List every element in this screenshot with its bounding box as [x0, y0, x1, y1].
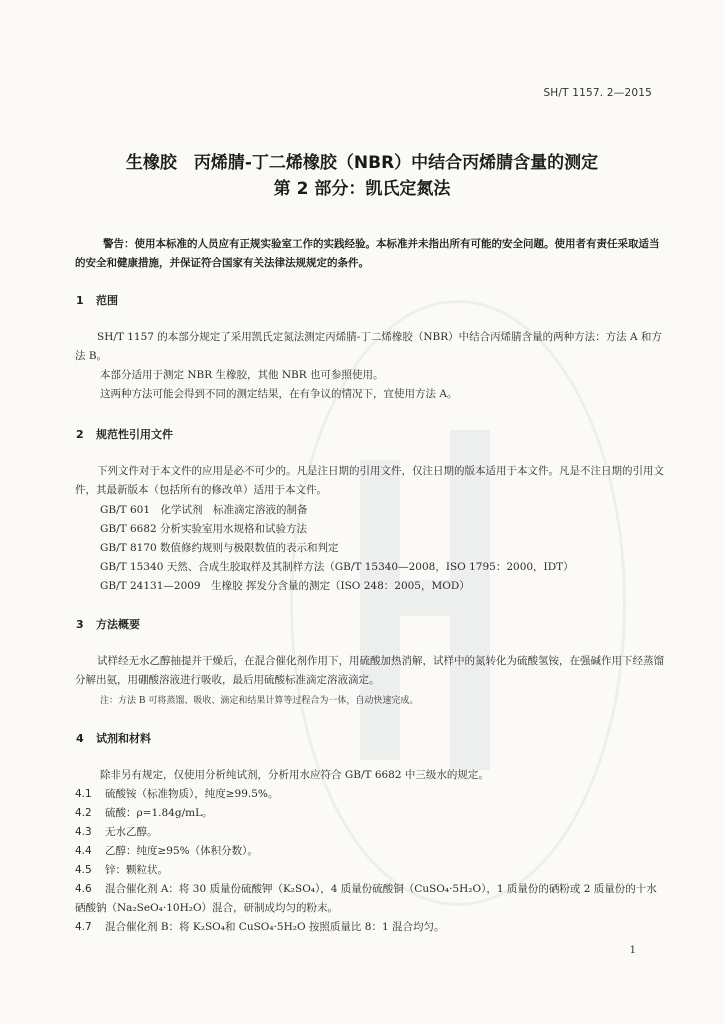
section-2-heading [76, 426, 173, 442]
section-title: 方法概要 [96, 618, 140, 631]
section-1-paragraph-2: 本部分适用于测定 NBR 生橡胶，其他 NBR 也可参照使用。 [100, 369, 384, 381]
page-number: 1 [629, 945, 636, 956]
item-number: 4.6 [75, 883, 92, 895]
item-number: 4.4 [75, 845, 92, 857]
reference-item: GB/T 8170 数值修约规则与极限数值的表示和判定 [100, 542, 339, 554]
section-title: 规范性引用文件 [96, 428, 173, 441]
item-text: 混合催化剂 B：将 K₂SO₄和 CuSO₄·5H₂O 按照质量比 8：1 混合均匀。 [105, 921, 445, 933]
reagent-item [75, 823, 665, 842]
section-title: 试剂和材料 [96, 732, 151, 745]
item-number: 4.2 [75, 807, 92, 819]
document-title [60, 150, 664, 202]
safety-warning: 警告：使用本标准的人员应有正规实验室工作的实践经验。本标准并未指出所有可能的安全问题。使用者有责任采取适当的安全和健康措施，并保证符合国家有关法律法规规定的条件。 [75, 238, 660, 269]
item-text: 无水乙醇。 [105, 826, 158, 838]
section-number: 2 [76, 428, 84, 441]
section-4-paragraph-1: 除非另有规定，仅使用分析纯试剂，分析用水应符合 GB/T 6682 中三级水的规定。 [100, 769, 489, 781]
item-number: 4.7 [75, 921, 92, 933]
item-text: 锌：颗粒状。 [105, 864, 168, 876]
section-1-heading [76, 292, 118, 308]
reagent-item [75, 861, 665, 880]
section-2-paragraph-1: 下列文件对于本文件的应用是必不可少的。凡是注日期的引用文件，仅注日期的版本适用于本文件。凡是不注日期的引用文件，其最新版本（包括所有的修改单）适用于本文件。 [75, 465, 664, 496]
reagent-item [75, 785, 665, 804]
section-1-paragraph-3: 这两种方法可能会得到不同的测定结果，在有争议的情况下，宜使用方法 A。 [100, 388, 458, 400]
reference-item: GB/T 24131—2009 生橡胶 挥发分含量的测定（ISO 248：2005，MOD） [100, 580, 470, 592]
section-number: 4 [76, 732, 84, 745]
item-text: 硫酸铵（标准物质），纯度≥99.5%。 [105, 788, 279, 800]
item-text: 混合催化剂 A：将 30 质量份硫酸钾（K₂SO₄），4 质量份硫酸铜（CuSO₄·5H₂O），1 质量份的硒粉或 2 质量份的十水硒酸钠（Na₂SeO₄·10H₂O）混合，研制成均匀的粉末。 [75, 883, 657, 914]
reagent-item [75, 918, 665, 937]
section-3-paragraph-1: 试样经无水乙醇抽提并干燥后，在混合催化剂作用下，用硫酸加热消解，试样中的氮转化为硫酸氢铵，在强碱作用下经蒸馏分解出氨，用硼酸溶液进行吸收，最后用硫酸标准滴定溶液滴定。 [75, 655, 664, 686]
item-number: 4.5 [75, 864, 92, 876]
reagent-item [75, 804, 665, 823]
title-line-2: 第 2 部分：凯氏定氮法 [273, 179, 451, 199]
section-3-heading [76, 616, 140, 632]
item-number: 4.1 [75, 788, 92, 800]
reagent-item [75, 880, 665, 918]
section-number: 1 [76, 294, 84, 307]
reference-item: GB/T 601 化学试剂 标准滴定溶液的制备 [100, 504, 308, 516]
section-4-heading [76, 730, 151, 746]
section-1-paragraph-1: SH/T 1157 的本部分规定了采用凯氏定氮法测定丙烯腈-丁二烯橡胶（NBR）中结合丙烯腈含量的两种方法：方法 A 和方法 B。 [75, 331, 662, 362]
standard-code: SH/T 1157. 2—2015 [543, 87, 652, 99]
reference-item: GB/T 15340 天然、合成生胶取样及其制样方法（GB/T 15340—2008，ISO 1795：2000，IDT） [100, 561, 574, 573]
title-line-1: 生橡胶 丙烯腈-丁二烯橡胶（NBR）中结合丙烯腈含量的测定 [125, 153, 599, 173]
reference-item: GB/T 6682 分析实验室用水规格和试验方法 [100, 523, 308, 535]
section-title: 范围 [96, 294, 118, 307]
item-text: 硫酸：ρ=1.84g/mL。 [105, 807, 213, 819]
item-number: 4.3 [75, 826, 92, 838]
reagent-item [75, 842, 665, 861]
section-3-note: 注：方法 B 可将蒸馏、吸收、滴定和结果计算等过程合为一体，自动快速完成。 [100, 696, 419, 706]
section-number: 3 [76, 618, 84, 631]
item-text: 乙醇：纯度≥95%（体积分数）。 [105, 845, 258, 857]
